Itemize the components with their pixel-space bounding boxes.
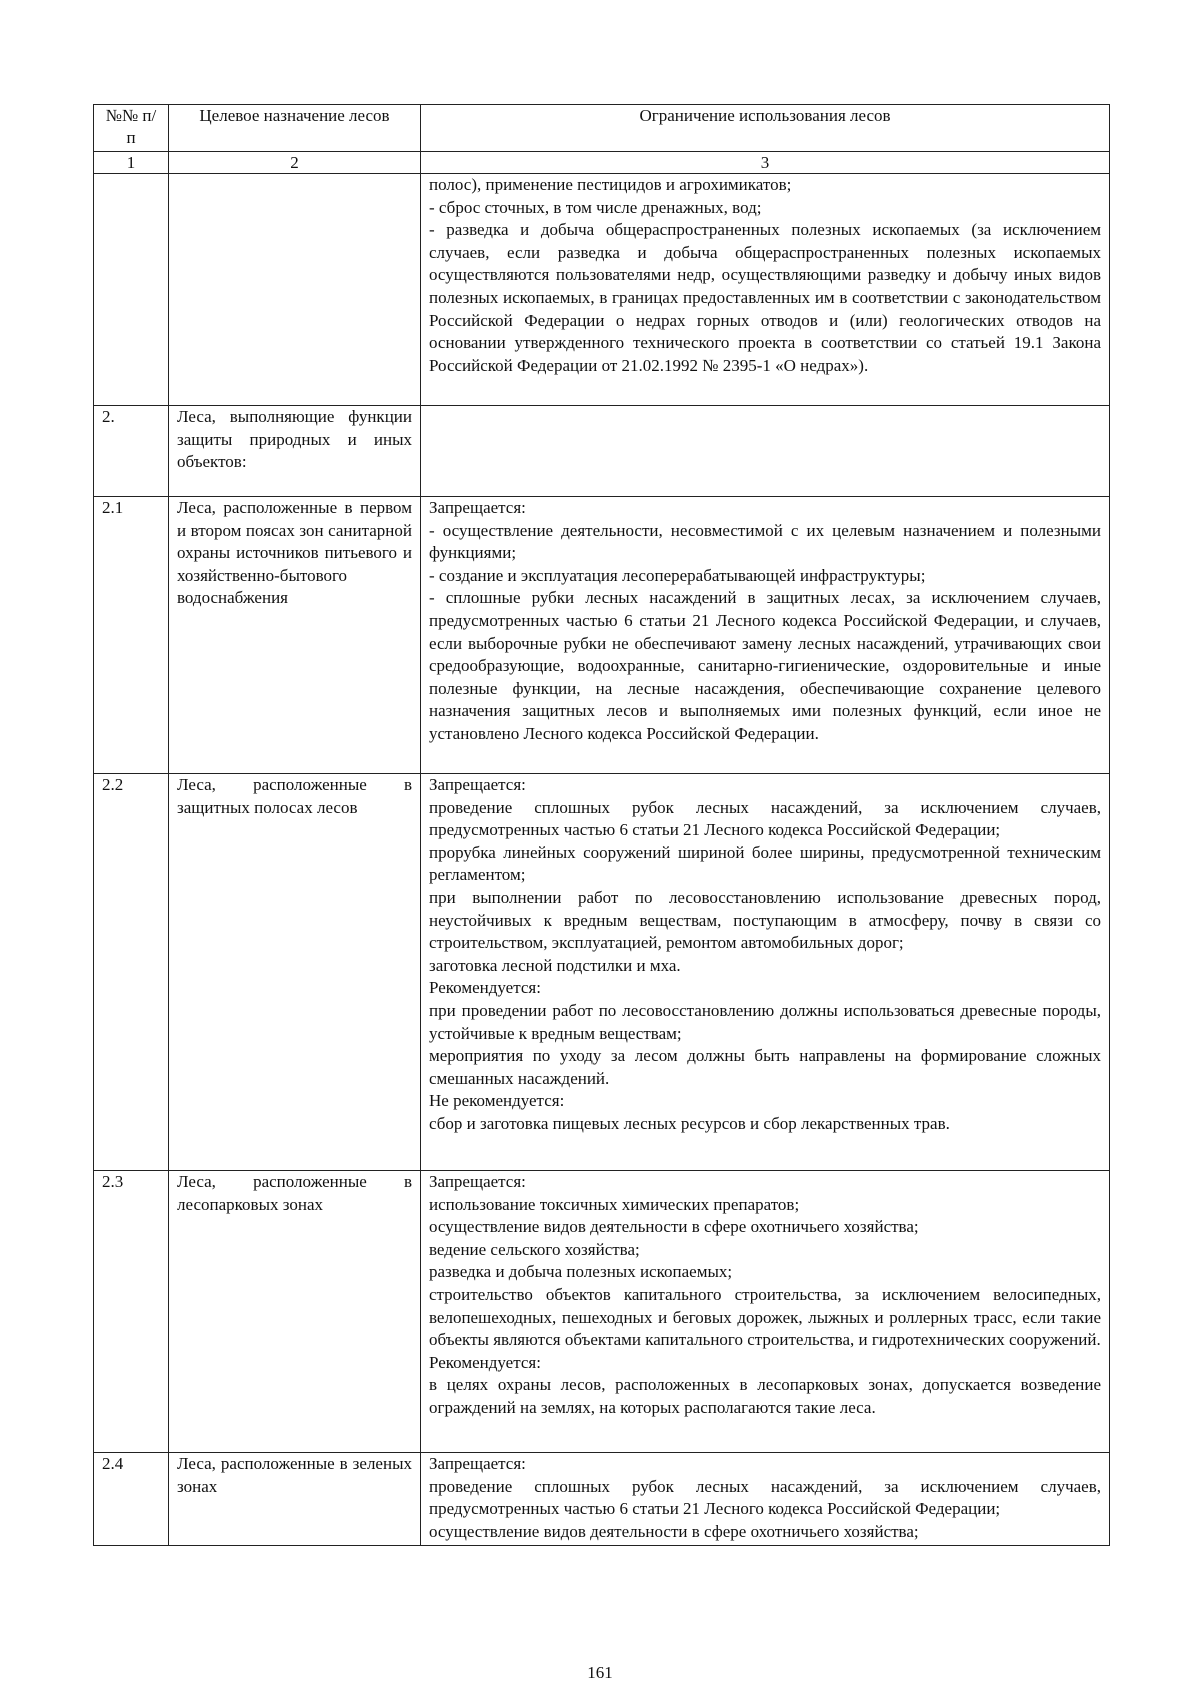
table-row-continuation — [94, 174, 1110, 406]
row-restriction — [421, 1171, 1110, 1453]
table-row-2-3 — [94, 1171, 1110, 1453]
restriction-line: Запрещается: — [429, 775, 526, 794]
restriction-line: проведение сплошных рубок лесных насаждений, за исключением случаев, предусмотренных частью 6 статьи 21 Лесного кодекса Российской Федерации; — [429, 1476, 1101, 1519]
row-purpose: Леса, выполняющие функции защиты природных и иных объектов: — [169, 406, 421, 497]
column-numbers-row — [94, 152, 1110, 174]
row-restriction — [421, 774, 1110, 1171]
restriction-line: - осуществление деятельности, несовместимой с их целевым назначением и полезными функциями; — [429, 520, 1101, 563]
row-num: 2.3 — [94, 1171, 169, 1453]
row-purpose: Леса, расположенные в первом и втором поясах зон санитарной охраны источников питьевого и хозяйственно-бытового водоснабжения — [169, 497, 421, 774]
restriction-line: Рекомендуется: — [429, 978, 541, 998]
row-restriction — [421, 497, 1110, 774]
restriction-line: - разведка и добыча общераспространенных полезных ископаемых (за исключением случаев, если разведка и добыча общераспространенных полезных ископаемых осуществляются пользователями недр, осуществляющими разведку и добычу иных видов полезных ископаемых, в границах предоставленных им в соответствии с законодательством Российской Федерации о недрах горных отводов и (или) геологических отводов на основании утвержденного технического проекта в соответствии со статьей 19.1 Закона Российской Федерации от 21.02.1992 № 2395-1 «О недрах»). — [429, 220, 1101, 375]
restriction-line: в целях охраны лесов, расположенных в лесопарковых зонах, допускается возведение ограждений на землях, на которых располагаются такие леса. — [429, 1375, 1101, 1417]
table-row-2-2 — [94, 774, 1110, 1171]
header-restriction: Ограничение использования лесов — [421, 105, 1110, 152]
row-restriction — [421, 406, 1110, 497]
table-row-2 — [94, 406, 1110, 497]
restriction-line: Запрещается: — [429, 1172, 526, 1191]
header-num: №№ п/п — [94, 105, 169, 152]
row-restriction — [421, 1453, 1110, 1546]
restriction-line: при выполнении работ по лесовосстановлению использование древесных пород, неустойчивых к вредным веществам, поступающим в атмосферу, почву в связи со строительством, эксплуатацией, ремонтом автомобильных дорог; — [429, 887, 1101, 953]
restriction-line: Не рекомендуется: — [429, 1091, 565, 1111]
restriction-line: проведение сплошных рубок лесных насаждений, за исключением случаев, предусмотренных частью 6 статьи 21 Лесного кодекса Российской Федерации; — [429, 797, 1101, 840]
table-row-2-1 — [94, 497, 1110, 774]
restriction-line: полос), применение пестицидов и агрохимикатов; — [429, 175, 792, 194]
row-purpose: Леса, расположенные в защитных полосах лесов — [169, 774, 421, 1171]
restriction-line: Запрещается: — [429, 498, 526, 517]
restriction-line: сбор и заготовка пищевых лесных ресурсов и сбор лекарственных трав. — [429, 1113, 950, 1133]
restriction-line: Запрещается: — [429, 1454, 526, 1473]
row-num: 2.1 — [94, 497, 169, 774]
restriction-line: Рекомендуется: — [429, 1352, 541, 1372]
col-number-2: 2 — [169, 152, 421, 174]
page-number: 161 — [587, 1663, 613, 1682]
restriction-line: заготовка лесной подстилки и мха. — [429, 955, 681, 975]
restriction-line: мероприятия по уходу за лесом должны быть направлены на формирование сложных смешанных насаждений. — [429, 1046, 1101, 1088]
restrictions-table — [93, 104, 1110, 1546]
restriction-line: строительство объектов капитального строительства, за исключением велосипедных, велопешеходных, пешеходных и беговых дорожек, лыжных и роллерных трасс, если такие объекты являются объектами капитального строительства, и гидротехнических сооружений. — [429, 1284, 1101, 1350]
header-purpose: Целевое назначение лесов — [169, 105, 421, 152]
col-number-3: 3 — [421, 152, 1110, 174]
restriction-line: использование токсичных химических препаратов; — [429, 1194, 800, 1214]
restriction-line: - создание и эксплуатация лесоперерабатывающей инфраструктуры; — [429, 565, 926, 585]
restriction-line: осуществление видов деятельности в сфере охотничьего хозяйства; — [429, 1217, 919, 1237]
row-num: 2. — [94, 406, 169, 497]
row-num — [94, 174, 169, 406]
restriction-line: прорубка линейных сооружений шириной более ширины, предусмотренной техническим регламентом; — [429, 842, 1101, 885]
table-row-2-4 — [94, 1453, 1110, 1546]
restriction-line: - сплошные рубки лесных насаждений в защитных лесах, за исключением случаев, предусмотренных частью 6 статьи 21 Лесного кодекса Российской Федерации, и случаев, если выборочные рубки не обеспечивают замену лесных насаждений, утрачивающих свои средообразующие, водоохранные, санитарно-гигиенические, оздоровительные и иные полезные функции, на лесные насаждения, обеспечивающие сохранение целевого назначения защитных лесов и выполняемых ими полезных функций, если иное не установлено Лесного кодекса Российской Федерации. — [429, 588, 1101, 743]
row-purpose: Леса, расположенные в зеленых зонах — [169, 1453, 421, 1546]
restriction-line: осуществление видов деятельности в сфере охотничьего хозяйства; — [429, 1521, 919, 1541]
restriction-line: ведение сельского хозяйства; — [429, 1239, 640, 1259]
header-row — [94, 105, 1110, 152]
restriction-line: - сброс сточных, в том числе дренажных, вод; — [429, 197, 762, 217]
restriction-line: при проведении работ по лесовосстановлению должны использоваться древесные породы, устойчивые к вредным веществам; — [429, 1000, 1101, 1043]
row-purpose: Леса, расположенные в лесопарковых зонах — [169, 1171, 421, 1453]
row-purpose — [169, 174, 421, 406]
restriction-line: разведка и добыча полезных ископаемых; — [429, 1262, 733, 1282]
row-restriction — [421, 174, 1110, 406]
row-num: 2.4 — [94, 1453, 169, 1546]
row-num: 2.2 — [94, 774, 169, 1171]
col-number-1: 1 — [94, 152, 169, 174]
